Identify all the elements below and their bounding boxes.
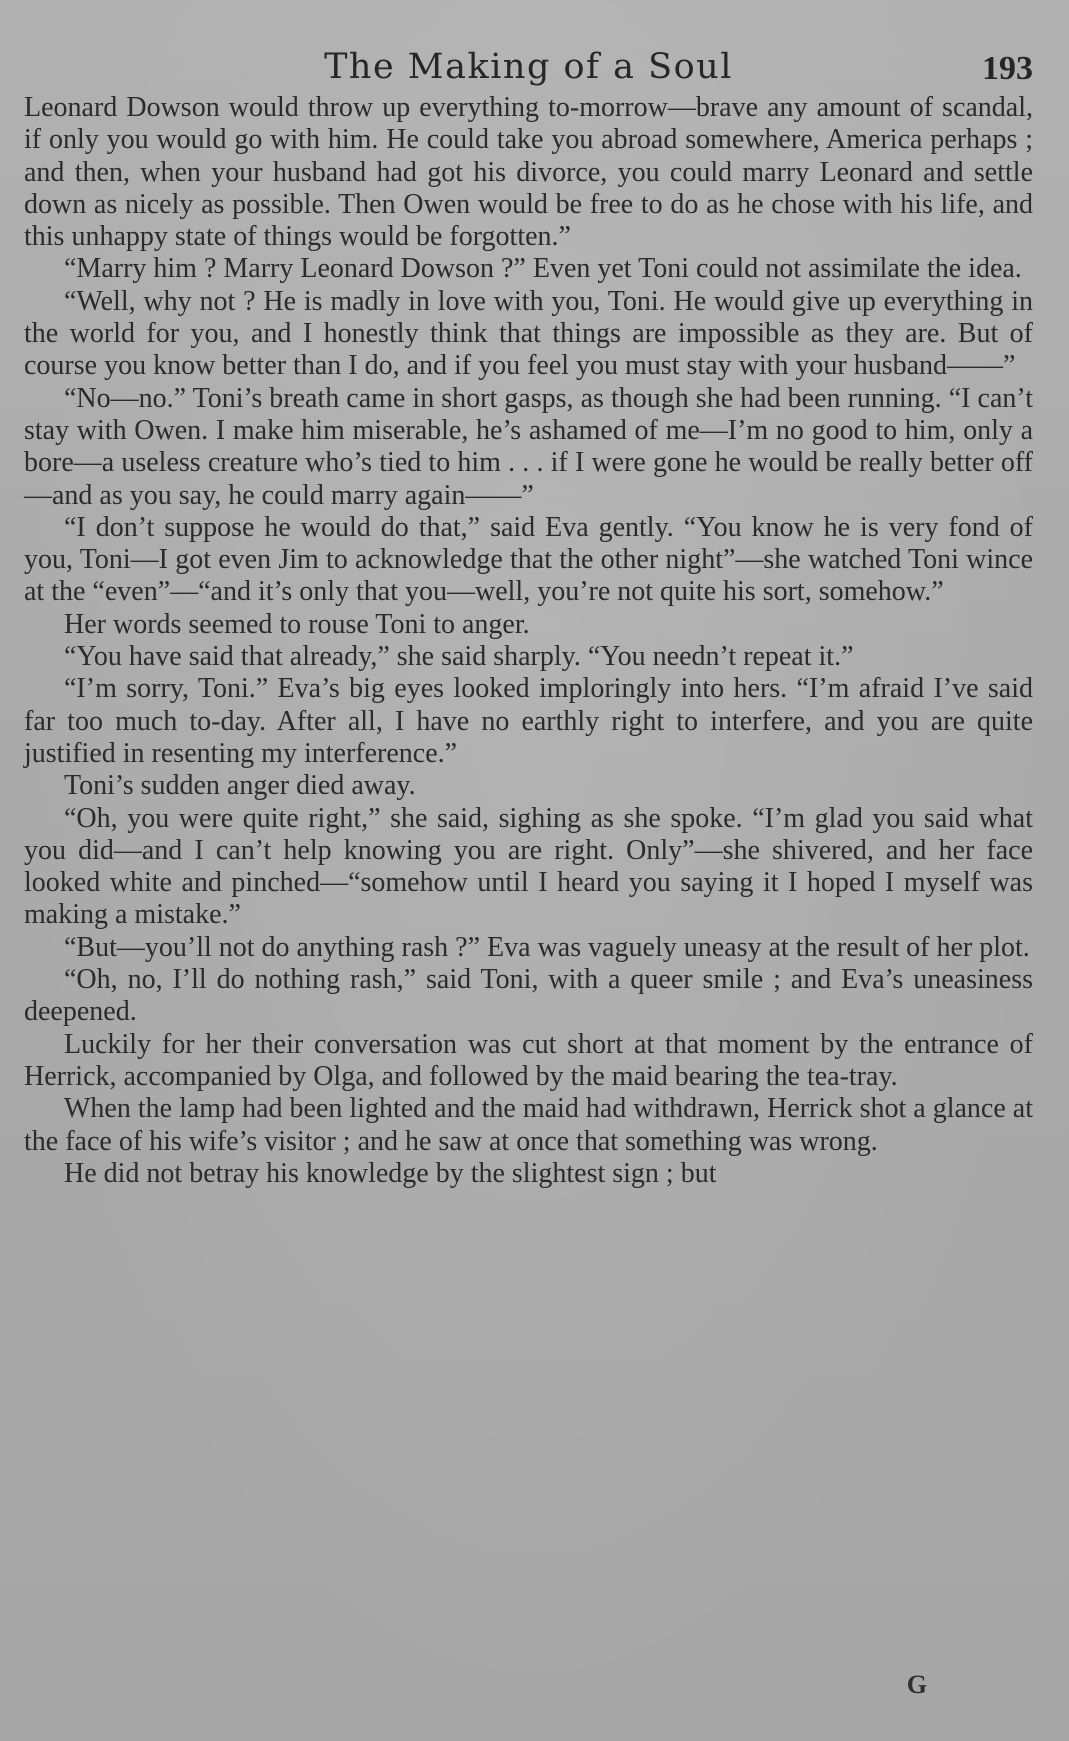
- page-number: 193: [982, 50, 1033, 87]
- paragraph: “Oh, you were quite right,” she said, sighing as she spoke. “I’m glad you said what you did—and I can’t help knowing you are right. Only”—she shivered, and her face looked white and pinched—“somehow until I heard you saying it I hoped I myself was making a mistake.”: [24, 802, 1033, 931]
- paragraph: “Oh, no, I’ll do nothing rash,” said Toni, with a queer smile ; and Eva’s uneasiness deepened.: [24, 964, 1033, 1028]
- running-title: The Making of a Soul: [324, 47, 733, 87]
- paragraph: “I don’t suppose he would do that,” said Eva gently. “You know he is very fond of you, Toni—I got even Jim to acknowledge that the other night”—she watched Toni wince at the “even”—“and it’s only that you—well, you’re not quite his sort, somehow.”: [24, 511, 1033, 608]
- paragraph: When the lamp had been lighted and the maid had withdrawn, Herrick shot a glance at the face of his wife’s visitor ; and he saw at once that something was wrong.: [24, 1093, 1033, 1157]
- signature-mark: G: [906, 1670, 927, 1699]
- paragraph: He did not betray his knowledge by the slightest sign ; but: [64, 1157, 717, 1189]
- paragraph: Toni’s sudden anger died away.: [64, 770, 416, 802]
- paragraph: “Well, why not ? He is madly in love with you, Toni. He would give up everything in the world for you, and I honestly think that things are impossible as they are. But of course you know better than I do, and if you feel you must stay with your husband——”: [24, 285, 1033, 382]
- paragraph: “I’m sorry, Toni.” Eva’s big eyes looked imploringly into hers. “I’m afraid I’ve said far too much to-day. After all, I have no earthly right to interfere, and you are quite justified in resenting my interference.”: [24, 673, 1033, 769]
- paragraph: “But—you’ll not do anything rash ?” Eva was vaguely uneasy at the result of her plot.: [64, 931, 1030, 963]
- paragraph: Leonard Dowson would throw up everything to-morrow—brave any amount of scandal, if only you would go with him. He could take you abroad somewhere, America perhaps ; and then, when your husband had got his divorce, you could marry Leonard and settle down as nicely as possible. Then Owen would be free to do as he chose with his life, and this unhappy state of things would be forgotten.”: [24, 92, 1033, 253]
- paragraph: Her words seemed to rouse Toni to anger.: [64, 608, 530, 640]
- running-header: [24, 42, 1033, 92]
- paragraph: “Marry him ? Marry Leonard Dowson ?” Even yet Toni could not assimilate the idea.: [64, 253, 1022, 285]
- paragraph: “No—no.” Toni’s breath came in short gasps, as though she had been running. “I can’t stay with Owen. I make him miserable, he’s ashamed of me—I’m no good to him, only a bore—a useless creature who’s tied to him . . . if I were gone he would be really better off—and as you say, he could marry again——”: [24, 382, 1033, 511]
- paragraph: Luckily for her their conversation was cut short at that moment by the entrance of Herrick, accompanied by Olga, and followed by the maid bearing the tea-tray.: [24, 1028, 1033, 1092]
- body-text: [24, 92, 1033, 1190]
- paragraph: “You have said that already,” she said sharply. “You needn’t repeat it.”: [64, 641, 854, 673]
